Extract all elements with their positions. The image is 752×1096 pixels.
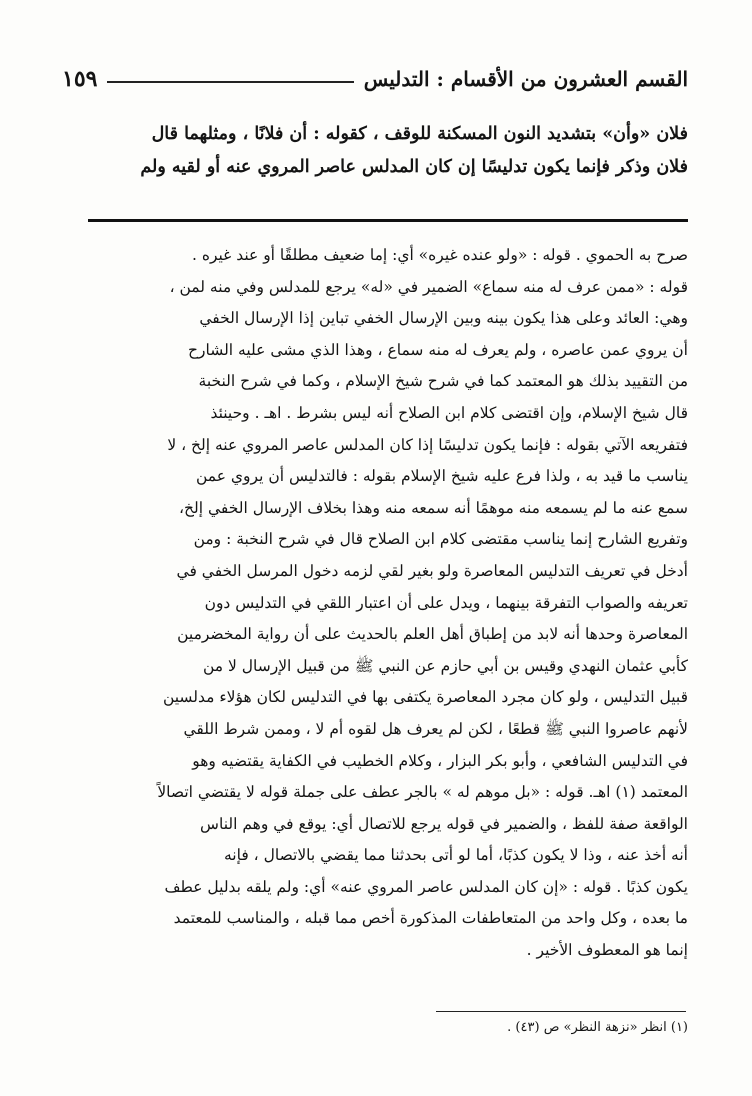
commentary-line: أن يروي عمن عاصره ، ولم يعرف له منه سماع ، وهذا الذي مشى عليه الشارح — [188, 340, 688, 359]
commentary-line: المعاصرة وحدها أنه لابد من إطباق أهل العلم بالحديث على أن رواية المخضرمين — [177, 625, 688, 644]
commentary-line: صرح به الحموي . قوله : «ولو عنده غيره» أي: إما ضعيف مطلقًا أو عند غيره . — [191, 246, 688, 264]
commentary-line: أدخل في تعريف التدليس المعاصرة ولو بغير لقي لزمه دخول المرسل الخفي في — [176, 561, 688, 580]
main-text-line: فلان «وأن» بتشديد النون المسكنة للوقف ، كقوله : أن فلانًا ، ومثلهما قال — [151, 124, 688, 144]
main-text-line: فلان وذكر فإنما يكون تدليسًا إن كان المدلس عاصر المروي عنه أو لقيه ولم — [140, 157, 688, 177]
commentary-line: الواقعة صفة للفظ ، والضمير في قوله يرجع للاتصال أي: يوقع في وهم الناس — [200, 814, 688, 833]
commentary-line: إنما هو المعطوف الأخير . — [526, 941, 688, 960]
commentary-line: سمع عنه ما لم يسمعه منه موهمًا أنه سمعه منه وهذا بخلاف الإرسال الخفي إلخ، — [179, 498, 688, 517]
commentary-line: يكون كذبًا . قوله : «إن كان المدلس عاصر المروي عنه» أي: ولم يلقه بدليل عطف — [164, 877, 688, 896]
commentary-line: وهي: العائد وعلى هذا يكون بينه وبين الإرسال الخفي تباين إذا الإرسال الخفي — [199, 309, 688, 328]
commentary-line: ما بعده ، وكل واحد من المتعاطفات المذكورة أخص مما قبله ، والمناسب للمعتمد — [173, 909, 688, 928]
running-title: القسم العشرون من الأقسام : التدليس — [363, 67, 688, 91]
commentary-line: من التقييد بذلك هو المعتمد كما في شرح شيخ الإسلام ، وكما في شرح النخبة — [198, 372, 688, 391]
commentary-line: أنه أخذ عنه ، وذا لا يكون كذبًا، أما لو أتى بحدثنا مما يقضي بالاتصال ، فإنه — [223, 846, 688, 865]
commentary-line: فتفريعه الآتي بقوله : فإنما يكون تدليسًا إذا كان المدلس عاصر المروي عنه إلخ ، لا — [167, 435, 688, 454]
commentary-line: قال شيخ الإسلام، وإن اقتضى كلام ابن الصلاح أنه ليس بشرط . اهـ . وحينئذ — [210, 403, 688, 422]
commentary-line: تعريفه والصواب التفرقة بينهما ، ويدل على أن اعتبار اللقي في التدليس دون — [204, 593, 688, 612]
page-header — [62, 62, 688, 96]
footnote-rule — [436, 1011, 686, 1012]
commentary-line: في التدليس الشافعي ، وأبو بكر البزار ، وكلام الخطيب في الكفاية يقتضيه وهو — [192, 751, 688, 770]
commentary-line: قوله : «ممن عرف له منه سماع» الضمير في «له» يرجع للمدلس وفي منه لمن ، — [169, 277, 688, 296]
commentary — [62, 240, 688, 967]
commentary-line: قبيل التدليس ، ولو كان مجرد المعاصرة يكتفى بها في التدليس لكان هؤلاء مدلسين — [162, 688, 688, 707]
page-number: ١٥٩ — [62, 66, 98, 92]
commentary-line: كأبي عثمان النهدي وقيس بن أبي حازم عن النبي ﷺ من قبيل الإرسال لا من — [202, 656, 688, 675]
commentary-line: المعتمد (١) اهـ. قوله : «بل موهم له » بالجر عطف على جملة قوله لا يقتضي اتصالاً — [157, 783, 688, 802]
commentary-line: لأنهم عاصروا النبي ﷺ قطعًا ، لكن لم يعرف هل لقوه أم لا ، وممن شرط اللقي — [183, 719, 688, 738]
footnote: (١) انظر «نزهة النظر» ص (٤٣) . — [507, 1020, 688, 1035]
commentary-line: يناسب ما قيد به ، ولذا فرع عليه شيخ الإسلام بقوله : فالتدليس أن يروي عمن — [195, 467, 688, 486]
commentary-line: وتفريع الشارح إنما يناسب مقتضى كلام ابن الصلاح قال في شرح النخبة : ومن — [193, 530, 688, 549]
header-rule — [107, 81, 353, 83]
main-text — [62, 118, 688, 184]
section-divider — [88, 219, 688, 222]
